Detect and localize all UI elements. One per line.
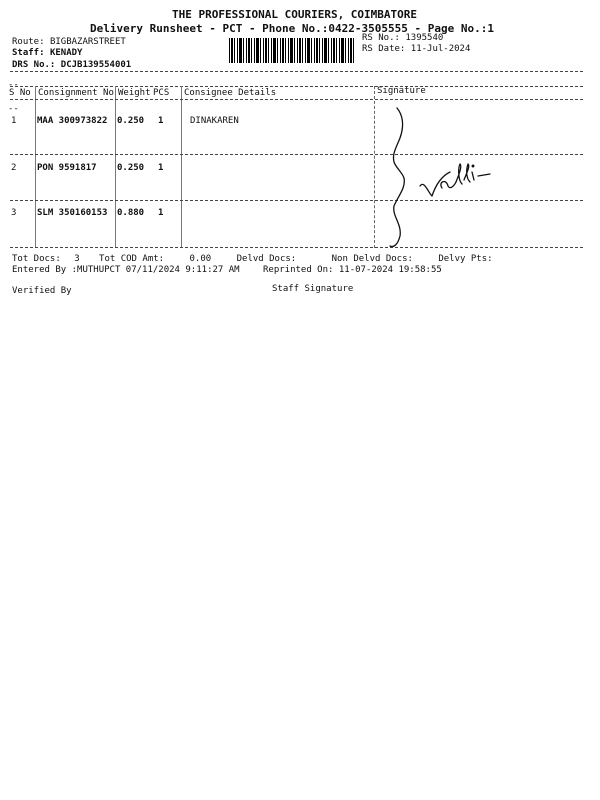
signature-a-stroke <box>441 182 456 188</box>
rs-no-label: RS No.: <box>362 33 400 43</box>
col-header-signature: Signature <box>377 86 426 96</box>
company-title: THE PROFESSIONAL COURIERS, COIMBATORE <box>172 8 418 21</box>
signature-i-stroke <box>472 172 474 180</box>
rs-date-value: 11-Jul-2024 <box>410 44 471 54</box>
row1-consignment: MAA 300973822 <box>37 116 108 126</box>
drs-value: DCJB139554001 <box>60 60 132 70</box>
route-label: Route: <box>12 37 45 47</box>
row1-consignee: DINAKAREN <box>190 116 239 126</box>
barcode-image <box>229 38 355 63</box>
entered-by-line <box>12 265 442 275</box>
entered-by: Entered By :MUTHUPCT 07/11/2024 9:11:27 AM <box>12 265 240 275</box>
staff-signature-label: Staff Signature <box>272 284 354 294</box>
delvd-docs-label: Delvd Docs: <box>236 254 297 264</box>
col-divider-sno <box>35 86 36 248</box>
col-header-pcs: PCS <box>153 88 170 98</box>
table-top-marker: -- <box>8 80 19 90</box>
rs-date-label: RS Date: <box>362 44 406 54</box>
signature-l-stroke <box>456 164 462 184</box>
handwritten-signature <box>372 96 502 256</box>
signature-bracket-stroke <box>390 108 404 247</box>
tot-cod-label: Tot COD Amt: <box>99 254 165 264</box>
non-delvd-docs-label: Non Delvd Docs: <box>331 254 413 264</box>
verified-by-label: Verified By <box>12 286 72 296</box>
drs-label: DRS No.: <box>12 60 56 70</box>
signature-dot <box>472 165 474 167</box>
route-value: BIGBAZARSTREET <box>49 37 126 47</box>
row1-sno: 1 <box>11 116 17 126</box>
header-divider <box>10 71 583 72</box>
row3-pcs: 1 <box>158 208 164 218</box>
row2-consignment: PON 9591817 <box>37 163 97 173</box>
col-header-weight: Weight <box>118 88 151 98</box>
drs-line <box>12 60 131 70</box>
runsheet-subtitle: Delivery Runsheet - PCT - Phone No.:0422-3505555 - Page No.:1 <box>90 22 494 35</box>
row2-sno: 2 <box>11 163 17 173</box>
route-line <box>12 37 126 47</box>
reprinted-on: Reprinted On: 11-07-2024 19:58:55 <box>263 265 442 275</box>
row3-consignment: SLM 350160153 <box>37 208 108 218</box>
row2-pcs: 1 <box>158 163 164 173</box>
summary-line <box>12 254 493 264</box>
tot-docs-value: 3 <box>74 254 80 264</box>
row-marker: -- <box>8 104 19 114</box>
row2-weight: 0.250 <box>117 163 145 173</box>
rs-no-line <box>362 33 443 43</box>
col-header-consignment: Consignment No <box>38 88 114 98</box>
signature-dash-stroke <box>478 174 490 176</box>
table-top-divider <box>10 86 583 87</box>
rs-date-line <box>362 44 470 54</box>
staff-line <box>12 48 82 58</box>
tot-cod-value: 0.00 <box>189 254 212 264</box>
col-divider-pcs <box>181 86 182 248</box>
signature-l2-stroke <box>464 164 470 182</box>
row1-weight: 0.250 <box>117 116 145 126</box>
row3-weight: 0.880 <box>117 208 145 218</box>
rs-no-value: 1395540 <box>405 33 444 43</box>
col-divider-consignment <box>115 86 116 248</box>
tot-docs-label: Tot Docs: <box>12 254 61 264</box>
row3-sno: 3 <box>11 208 17 218</box>
signature-v-stroke <box>420 172 450 196</box>
col-header-consignee: Consignee Details <box>184 88 277 98</box>
staff-value: KENADY <box>49 48 83 58</box>
delvy-pts-label: Delvy Pts: <box>438 254 493 264</box>
col-header-sno: S No <box>9 88 31 98</box>
staff-label: Staff: <box>12 48 45 58</box>
row1-pcs: 1 <box>158 116 164 126</box>
